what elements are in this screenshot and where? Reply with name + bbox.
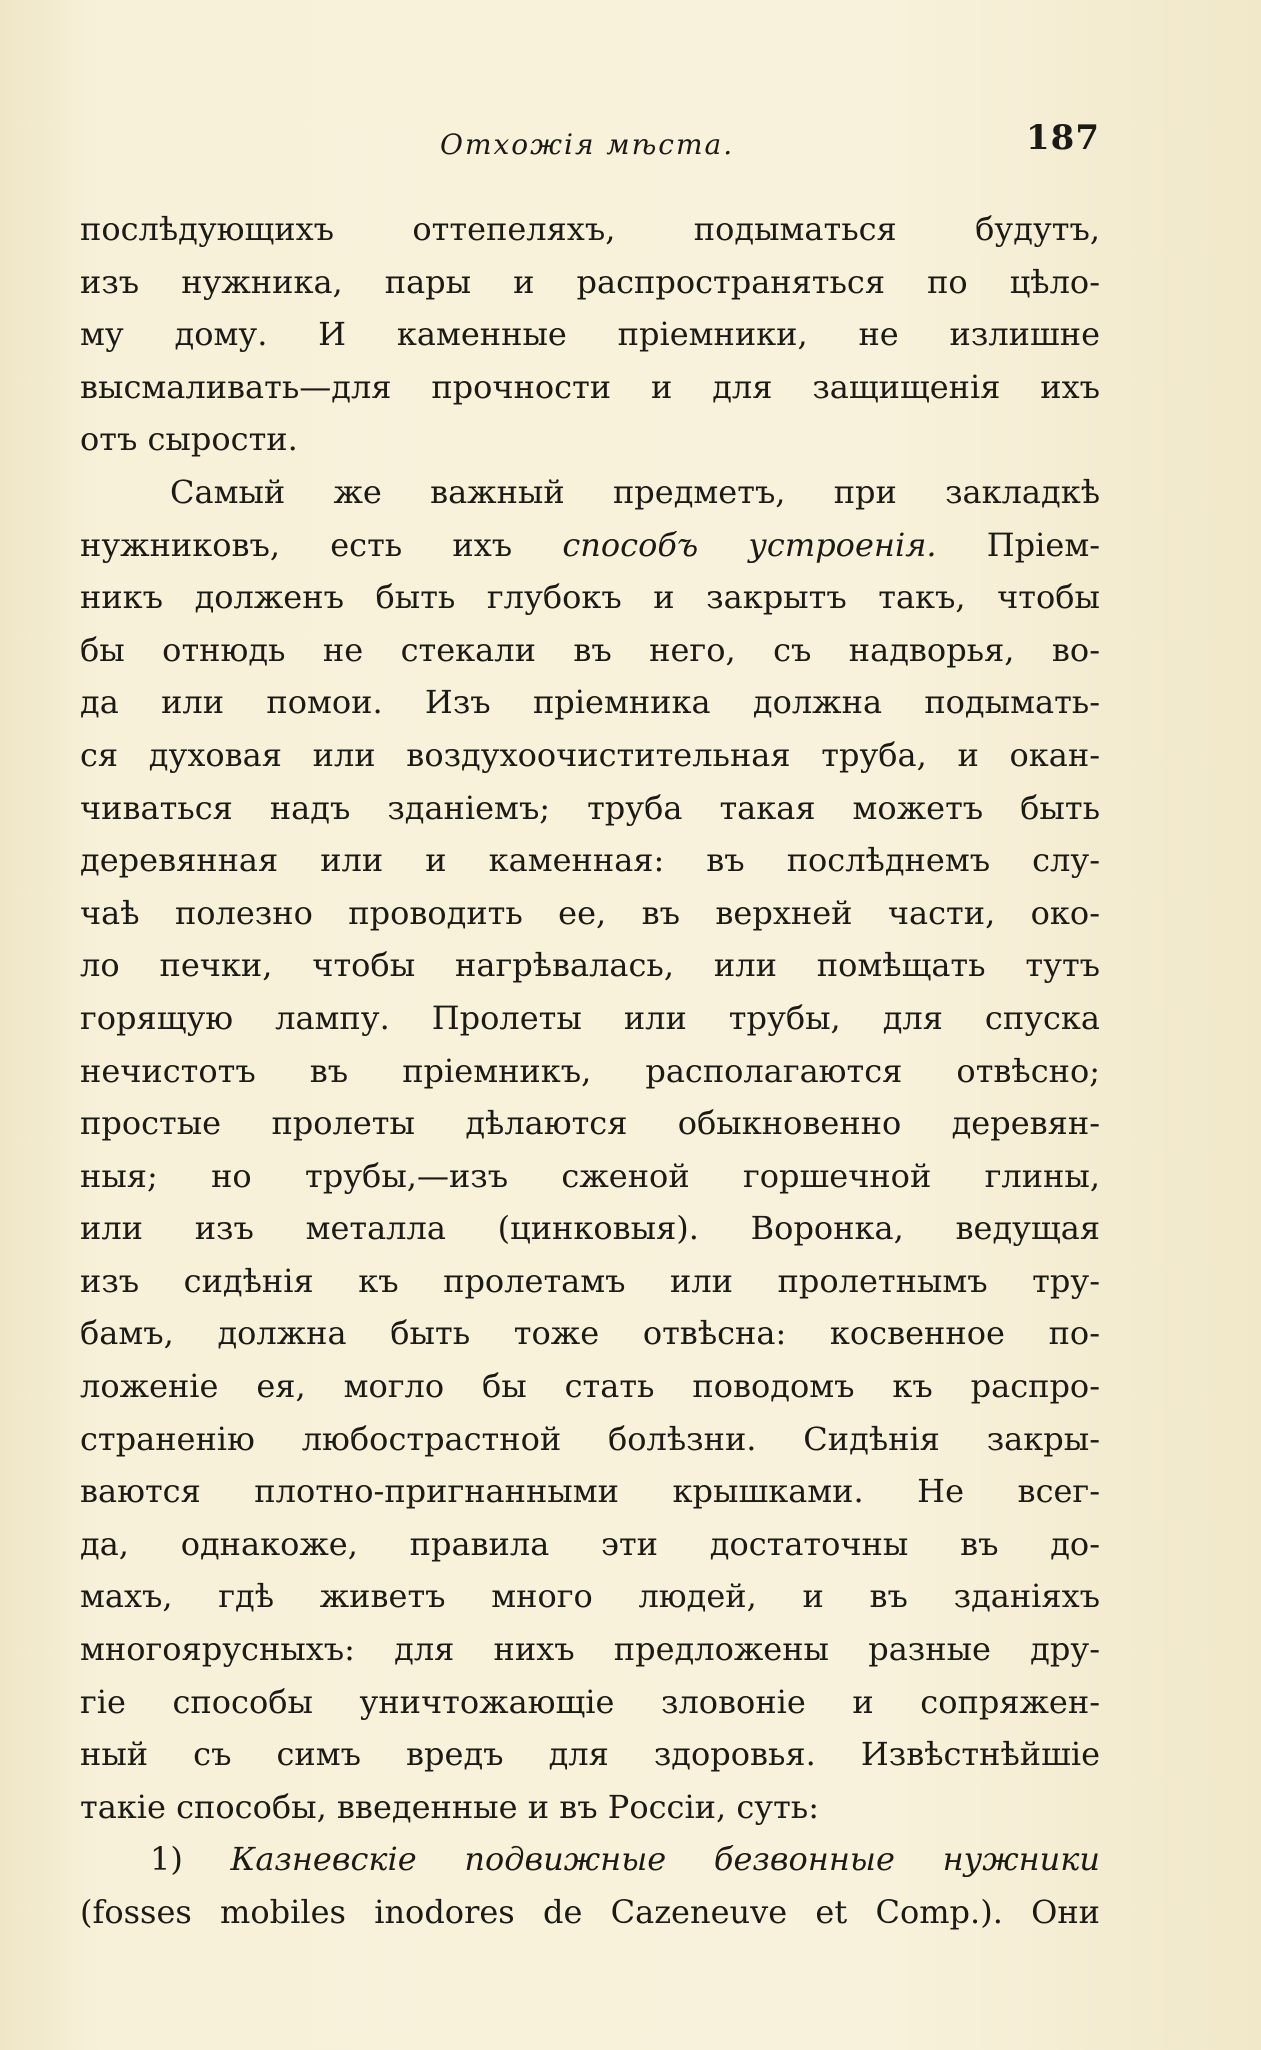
text-line: или изъ металла (цинковыя). Воронка, ведущая (80, 1209, 1100, 1248)
page-header (80, 118, 1100, 168)
text-line: высмаливать—для прочности и для защищенія ихъ (80, 367, 1100, 406)
text-line: бы отнюдь не стекали въ него, съ надворья, во- (80, 630, 1100, 669)
text-line: му дому. И каменные пріемники, не излишне (80, 315, 1100, 354)
text-line: гіе способы уничтожающіе зловоніе и сопряжен- (80, 1682, 1100, 1721)
text-span: Пріем- (986, 525, 1100, 564)
text-line: ный съ симъ вредъ для здоровья. Извѣстнѣйшіе (80, 1735, 1100, 1774)
text-line: деревянная или и каменная: въ послѣднемъ слу- (80, 841, 1100, 880)
text-line-mixed (80, 519, 1100, 572)
text-line: ло печки, чтобы нагрѣвалась, или помѣщать тутъ (80, 946, 1100, 985)
text-line: отъ сырости. (80, 420, 298, 459)
text-line: ныя; но трубы,—изъ сженой горшечной глины, (80, 1156, 1100, 1195)
text-line: многоярусныхъ: для нихъ предложены разные дру- (80, 1630, 1100, 1669)
text-line: бамъ, должна быть тоже отвѣсна: косвенное по- (80, 1314, 1100, 1353)
text-line: послѣдующихъ оттепеляхъ, подыматься будутъ, (80, 210, 1100, 248)
text-line-mixed (80, 1833, 1100, 1886)
text-line: изъ нужника, пары и распространяться по цѣло- (80, 262, 1100, 301)
text-line: чаѣ полезно проводить ее, въ верхней части, око- (80, 893, 1100, 932)
text-line: ся духовая или воздухоочистительная труба, и окан- (80, 735, 1100, 774)
text-line: такіе способы, введенные и въ Россіи, суть: (80, 1787, 819, 1826)
page-number: 187 (1026, 118, 1100, 158)
text-line: простые пролеты дѣлаются обыкновенно деревян- (80, 1104, 1100, 1143)
running-title: Отхожія мѣста. (440, 128, 735, 161)
text-line: да или помои. Изъ пріемника должна подымать- (80, 683, 1100, 722)
text-line: ваются плотно-пригнанными крышками. Не всег- (80, 1472, 1100, 1511)
text-line: чиваться надъ зданіемъ; труба такая можетъ быть (80, 788, 1100, 827)
text-line: махъ, гдѣ живетъ много людей, и въ зданіяхъ (80, 1577, 1100, 1616)
text-line: (fosses mobiles inodores de Cazeneuve et Comp.). Они (80, 1893, 1100, 1931)
text-line: страненію любострастной болѣзни. Сидѣнія закры- (80, 1419, 1100, 1458)
text-line: да, однакоже, правила эти достаточны въ до- (80, 1524, 1100, 1563)
text-span: нужниковъ, есть ихъ (80, 525, 513, 564)
list-number: 1) (150, 1840, 183, 1879)
italic-heading: Казневскіе подвижные безвонные нужники (230, 1840, 1100, 1879)
italic-term: способъ устроенія. (562, 525, 937, 564)
body-text (80, 203, 1100, 1939)
text-line: Самый же важный предметъ, при закладкѣ (170, 472, 1100, 511)
text-line: изъ сидѣнія къ пролетамъ или пролетнымъ тру- (80, 1261, 1100, 1300)
text-line: нечистотъ въ пріемникъ, располагаются отвѣсно; (80, 1051, 1100, 1090)
text-line: горящую лампу. Пролеты или трубы, для спуска (80, 998, 1100, 1037)
text-line: никъ долженъ быть глубокъ и закрытъ такъ, чтобы (80, 578, 1100, 617)
text-line: ложеніе ея, могло бы стать поводомъ къ распро- (80, 1367, 1100, 1406)
